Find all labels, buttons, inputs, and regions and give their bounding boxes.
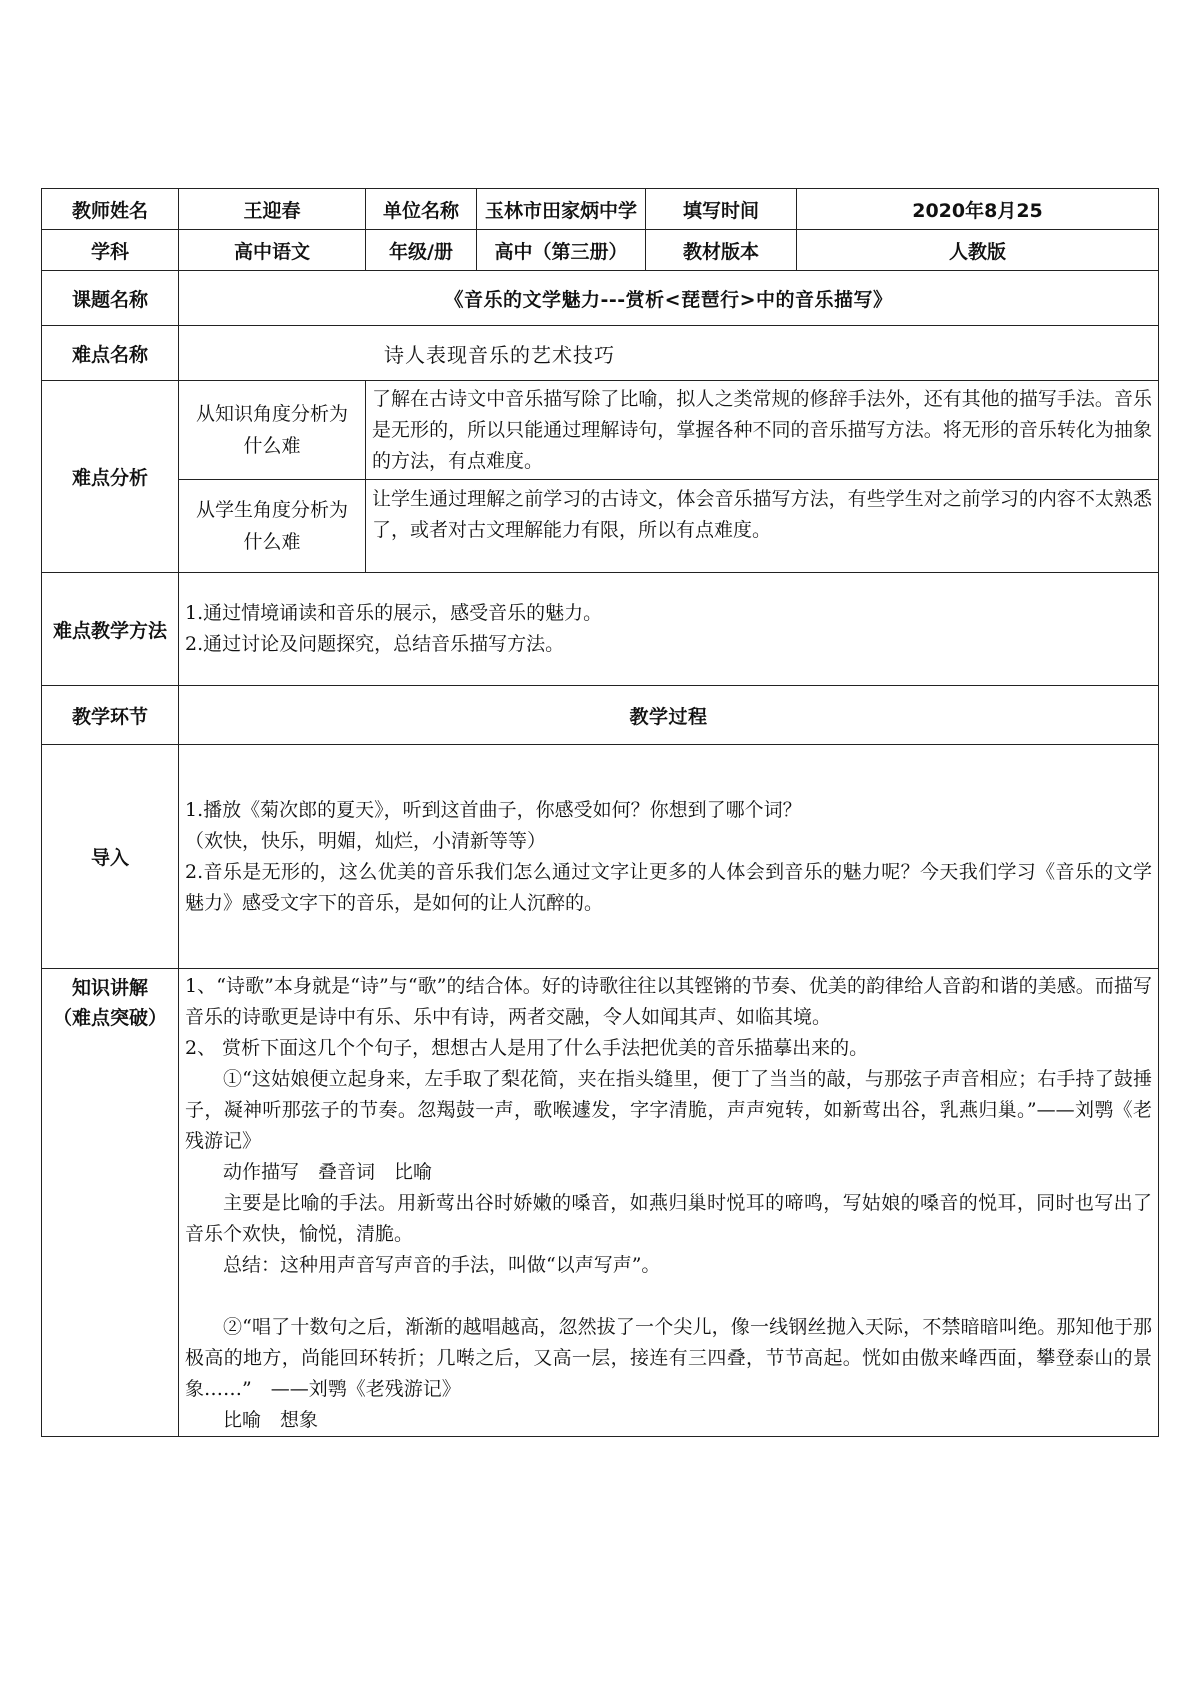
knowledge-label-line-2: （难点突破） [52,1007,167,1029]
knowledge-label [42,969,179,1437]
analysis-label: 难点分析 [42,381,179,573]
knowledge-label-line-1: 知识讲解 [71,977,148,999]
difficulty-row [42,326,1159,381]
subject-value: 高中语文 [179,230,366,271]
method-item-2: 2.通过讨论及问题探究，总结音乐描写方法。 [185,633,565,655]
difficulty-label: 难点名称 [42,326,179,381]
stage-label: 教学环节 [42,686,179,745]
intro-line-3: 2.音乐是无形的，这么优美的音乐我们怎么通过文字让更多的人体会到音乐的魅力呢？今天我们学习《音乐的文学魅力》感受文字下的音乐，是如何的让人沉醉的。 [185,860,1152,914]
knowledge-paragraph-1: 1、“诗歌”本身就是“诗”与“歌”的结合体。好的诗歌往往以其铿锵的节奏、优美的韵律给人音韵和谐的美感。而描写音乐的诗歌更是诗中有乐、乐中有诗，两者交融，令人如闻其声、如临其境。 [185,975,1152,1028]
methods-label: 难点教学方法 [42,573,179,686]
quote-1-analysis: 主要是比喻的手法。用新莺出谷时娇嫩的嗓音，如燕归巢时悦耳的啼鸣，写姑娘的嗓音的悦耳，同时也写出了音乐个欢快，愉悦，清脆。 [185,1192,1152,1245]
quote-1-summary: 总结：这种用声音写声音的手法，叫做“以声写声”。 [223,1254,661,1276]
header-row-2 [42,230,1159,271]
teacher-name-value: 王迎春 [179,189,366,230]
method-item-1: 1.通过情境诵读和音乐的展示，感受音乐的魅力。 [185,602,603,624]
intro-label: 导入 [42,745,179,969]
grade-label: 年级/册 [366,230,477,271]
knowledge-paragraph-2: 2、 赏析下面这几个个句子，想想古人是用了什么手法把优美的音乐描摹出来的。 [185,1037,869,1059]
difficulty-value: 诗人表现音乐的艺术技巧 [179,326,1159,381]
topic-value: 《音乐的文学魅力---赏析<琵琶行>中的音乐描写》 [179,271,1159,326]
analysis-row-student [42,480,1159,573]
quote-1-methods: 动作描写 叠音词 比喻 [223,1161,433,1183]
process-label: 教学过程 [179,686,1159,745]
methods-content [179,573,1159,686]
knowledge-angle-label-text: 从知识角度分析为什么难 [195,403,348,457]
fill-date-value: 2020年8月25 [797,189,1159,230]
student-angle-text: 让学生通过理解之前学习的古诗文，体会音乐描写方法，有些学生对之前学习的内容不太熟悉了，或者对古文理解能力有限，所以有点难度。 [366,480,1159,573]
student-angle-label-text: 从学生角度分析为什么难 [195,499,348,553]
analysis-row-knowledge [42,381,1159,480]
quote-2-methods: 比喻 想象 [223,1409,319,1431]
fill-date-label: 填写时间 [646,189,797,230]
knowledge-content [179,969,1159,1437]
student-angle-label [179,480,366,573]
unit-name-label: 单位名称 [366,189,477,230]
knowledge-angle-label [179,381,366,480]
process-header-row [42,686,1159,745]
methods-row [42,573,1159,686]
intro-row [42,745,1159,969]
teacher-name-label: 教师姓名 [42,189,179,230]
intro-line-1: 1.播放《菊次郎的夏天》，听到这首曲子，你感受如何？你想到了哪个词？ [185,798,802,821]
intro-content [179,745,1159,969]
grade-value: 高中（第三册） [477,230,646,271]
intro-line-2: （欢快，快乐，明媚，灿烂，小清新等等） [185,829,547,852]
knowledge-row [42,969,1159,1437]
blank-line [185,1281,1152,1312]
unit-name-value: 玉林市田家炳中学 [477,189,646,230]
edition-value: 人教版 [797,230,1159,271]
topic-row [42,271,1159,326]
topic-label: 课题名称 [42,271,179,326]
knowledge-angle-text: 了解在古诗文中音乐描写除了比喻，拟人之类常规的修辞手法外，还有其他的描写手法。音乐是无形的，所以只能通过理解诗句，掌握各种不同的音乐描写方法。将无形的音乐转化为抽象的方法，有点难度。 [366,381,1159,480]
subject-label: 学科 [42,230,179,271]
lesson-plan-table [41,188,1159,1437]
quote-2: ②“唱了十数句之后，渐渐的越唱越高，忽然拔了一个尖儿，像一线钢丝抛入天际，不禁暗暗叫绝。那知他于那极高的地方，尚能回环转折；几啭之后，又高一层，接连有三四叠，节节高起。恍如由傲来峰西面，攀登泰山的景象……” ——刘鹗《老残游记》 [185,1316,1152,1400]
quote-1: ①“这姑娘便立起身来，左手取了梨花简，夹在指头缝里，便丁了当当的敲，与那弦子声音相应；右手持了鼓捶子，凝神听那弦子的节奏。忽羯鼓一声，歌喉遽发，字字清脆，声声宛转，如新莺出谷，乳燕归巢。”——刘鹗《老残游记》 [185,1068,1152,1152]
header-row-1 [42,189,1159,230]
edition-label: 教材版本 [646,230,797,271]
